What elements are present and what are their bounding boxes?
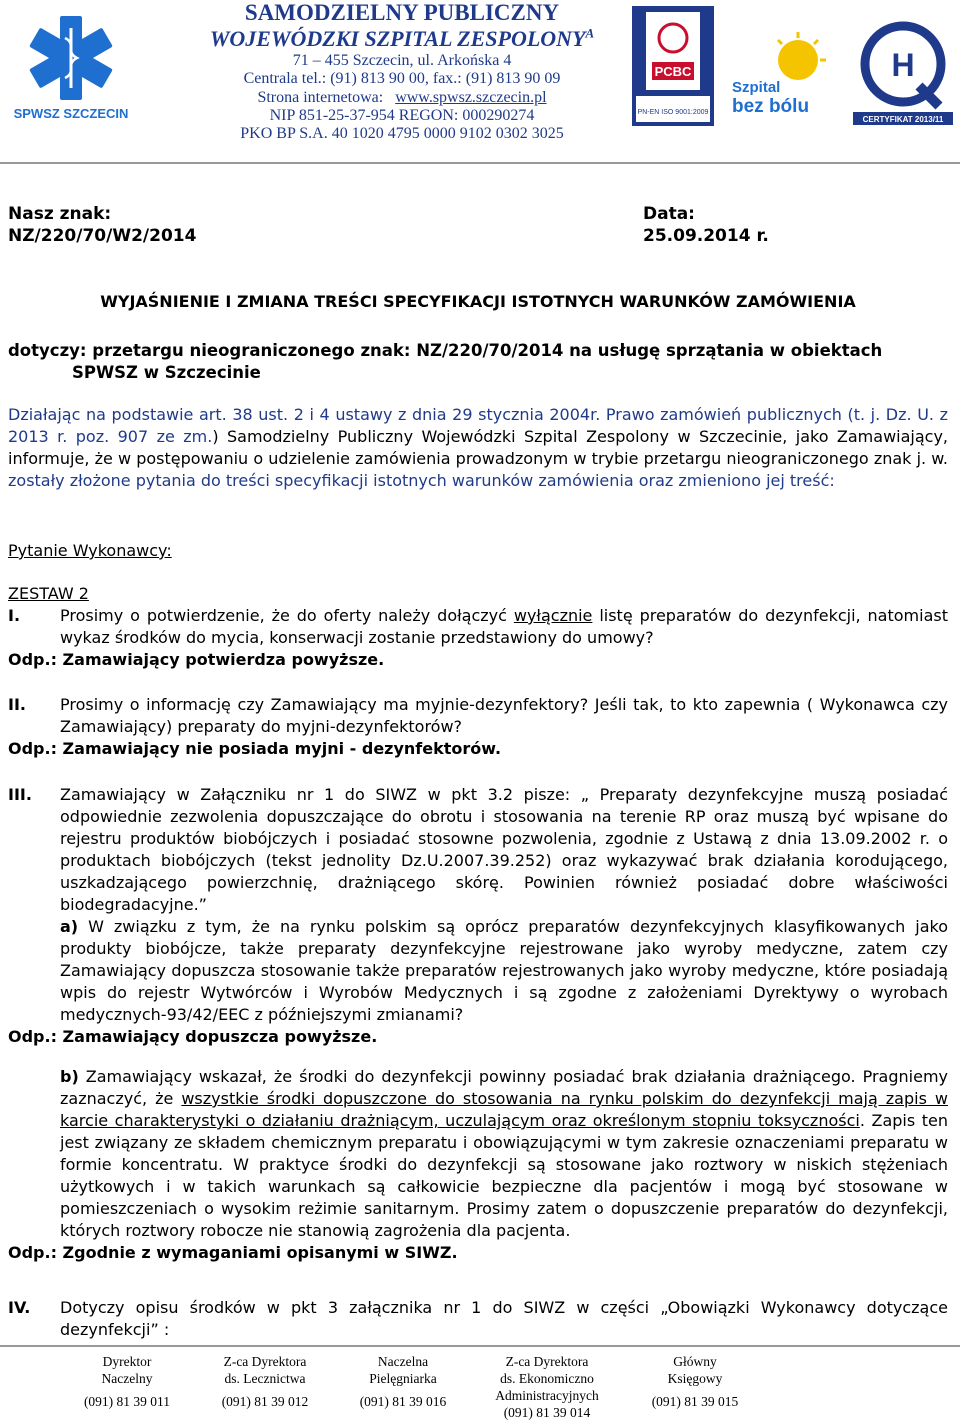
date-value: 25.09.2014 r. (643, 226, 769, 246)
subject-line2: SPWSZ w Szczecinie (72, 363, 261, 382)
date-label: Data: (643, 204, 695, 224)
footer-chief-accountant: Główny Księgowy (091) 81 39 015 (651, 1354, 739, 1409)
website-line: Strona internetowa: www.spwsz.szczecin.pl (257, 88, 547, 106)
phones: Centrala tel.: (91) 813 90 00, fax.: (91) 813 90 09 (243, 70, 561, 88)
question-heading: Pytanie Wykonawcy: (8, 541, 172, 560)
q4-number: IV. (8, 1298, 31, 1317)
quality-certificate-icon (853, 20, 953, 125)
pcbc-caption: PN-EN ISO 9001:2009 (637, 109, 709, 116)
refs (8, 203, 948, 247)
q3b-answer: Odp.: Zgodnie z wymaganiami opisanymi w SIWZ. (8, 1243, 458, 1262)
bank-account: PKO BP S.A. 40 1020 4795 0000 9102 0302 3025 (240, 125, 564, 143)
q3-text: Zamawiający w Załączniku nr 1 do SIWZ w pkt 3.2 pisze: „ Preparaty dezynfekcyjne muszą posiadać odpowiednie zezwolenia dopuszczające do obrotu i stosowania na terenie RP oraz muszą być wpisane do rejestru produktów biobójczych i posiadać stosowne pozwolenia, zgodnie z Ustawą z dnia 13.09.2002 r. o produktach biobójczych (tekst jednolity Dz.U.2007.39.252) oraz wykazywać brak działania korodującego, uszkadzającego powierzchnię, drażniącego skórę. Powinien również posiadać dobre właściwości biodegradacyjne.” (60, 785, 948, 914)
footer-director: Dyrektor Naczelny (091) 81 39 011 (83, 1354, 171, 1409)
date-ref (643, 203, 769, 247)
question-3: III. Zamawiający w Załączniku nr 1 do SIWZ w pkt 3.2 pisze: „ Preparaty dezynfekcyjne muszą posiadać odpowiednie zezwolenia dopuszczające do obrotu i stosowania na terenie RP oraz muszą być wpisane do rejestru produktów biobójczych i posiadać stosowne pozwolenia, zgodnie z Ustawą z dnia 13.09.2002 r. o produktach biobójczych (tekst jednolity Dz.U.2007.39.252) oraz wykazywać brak działania korodującego, uszkadzającego powierzchnię, drażniącego skórę. Powinien również posiadać dobre właściwości biodegradacyjne.” a) W związku z tym, że na rynku polskim są oprócz preparatów dezynfekcyjnych klasyfikowanych jako produkty biobójcze, także preparaty dezynfekcyjne rejestrowane jako wyroby medyczne, zatem czy Zamawiający dopuszcza stosowanie także preparatów rejestrowanych jako wyroby medyczne, które posiadają wpis do rejestr Wytwórców i Wyrobów Medycznych i są zgodne z założeniami Dyrektywy o wyrobach medycznych-93/42/EEC z późniejszymi zmianami? Odp.: Zamawiający dopuszcza powyższe. b) Zamawiający wskazał, że środki do dezynfekcji powinny posiadać brak działania drażniącego. Pragniemy zaznaczyć, że wszystkie środki dopuszczone do stosowania na rynku polskim do dezynfekcji mają zapis w karcie charakterystyki o działaniu drażniącym, uczulającym oraz określonym stopniu toksyczności. Zapis ten jest związany ze składem chemicznym preparatu i obowiązującymi w tym zakresie oznaczeniami preparatu w formie koncentratu. W praktyce środki do dezynfekcji są stosowane jako roztwory w niskich stężeniach użytkowych i w takich warunkach są całkowicie bezpieczne dla pacjentów i mogą być stosowane w pomieszczeniach o wysokim reżimie sanitarnym. Prosimy zatem o dopuszczenie preparatów do dezynfekcji, których roztwory robocze nie stanowią zagrożenia dla pacjenta. Odp.: Zgodnie z wymaganiami opisanymi w SIWZ. (8, 785, 949, 1262)
question-2 (8, 694, 948, 760)
hospital-info (172, 0, 632, 144)
our-ref (8, 203, 948, 247)
q2-text: Prosimy o informację czy Zamawiający ma myjnie-dezynfektory? Jeśli tak, to kto zapewnia ( Wykonawca czy Zamawiający) preparaty do myjni-dezynfektorów? (60, 695, 948, 736)
q1-number: I. (8, 606, 21, 625)
our-ref-label: Nasz znak: (8, 204, 112, 224)
question-1: I. Prosimy o potwierdzenie, że do oferty należy dołączyć wyłącznie listę preparatów do dezynfekcji, natomiast wykaz środków do mycia, konserwacji zostanie przedstawiony do umowy? Odp.: Zamawiający potwierdza powyższe. (8, 606, 948, 669)
cert-q-text: CERTYFIKAT 2013/11 (862, 115, 944, 124)
q2-answer: Odp.: Zamawiający nie posiada myjni - dezynfektorów. (8, 739, 502, 758)
header-divider (0, 162, 960, 164)
intro-text: ) Samodzielny Publiczny Wojewódzki Szpital Zespolony w Szczecinie, jako Zamawiający, informuje, że w postępowaniu o udzielenie zamówienia prowadzonym w trybie przetargu nieograniczonego znak j. w. (8, 427, 949, 468)
pcbc-text: PCBC (654, 64, 692, 79)
nip-regon: NIP 851-25-37-954 REGON: 000290274 (269, 106, 535, 124)
star-of-life-logo-icon (12, 8, 130, 126)
intro-legal-basis: Działając na podstawie art. 38 ust. 2 i 4 ustawy z dnia 29 stycznia 2004r. Prawo zamówień publicznych (t. j. Dz. U. z 2013 r. poz. 907 ze zm. (8, 405, 948, 446)
footer-deputy-medical: Z-ca Dyrektora ds. Lecznictwa (091) 81 39 012 (221, 1354, 309, 1409)
szpital-bez-bolu-logo-icon (728, 30, 828, 120)
org-name-line1: SAMODZIELNY PUBLICZNY (244, 0, 560, 25)
subject-line1: dotyczy: przetargu nieograniczonego znak: NZ/220/70/2014 na usługę sprzątania w obiektach (8, 341, 883, 360)
svg-text:H: H (891, 47, 915, 83)
bezbolu-line1: Szpital (732, 79, 781, 96)
our-ref-value: NZ/220/70/W2/2014 (8, 226, 197, 246)
footer-head-nurse: Naczelna Pielęgniarka (091) 81 39 016 (359, 1354, 447, 1409)
question-4 (8, 1297, 948, 1341)
intro-text-2: zostały złożone pytania do treści specyfikacji istotnych warunków zamówienia oraz zmieniono jej treść: (8, 471, 835, 490)
logo-left-text: SPWSZ SZCZECIN (13, 106, 129, 121)
address: 71 – 455 Szczecin, ul. Arkońska 4 (292, 51, 512, 69)
document-title: WYJAŚNIENIE I ZMIANA TREŚCI SPECYFIKACJI ISTOTNYCH WARUNKÓW ZAMÓWIENIA (100, 292, 856, 311)
pcbc-certificate-icon (632, 6, 714, 126)
q3a-answer: Odp.: Zamawiający dopuszcza powyższe. (8, 1027, 378, 1046)
footer-deputy-admin: Z-ca Dyrektora ds. Ekonomiczno Administracyjnych (091) 81 39 014 (495, 1354, 599, 1420)
q1-answer: Odp.: Zamawiający potwierdza powyższe. (8, 650, 385, 669)
letterhead (0, 0, 960, 165)
bezbolu-line2: bez bólu (732, 96, 810, 117)
website-link[interactable]: www.spwsz.szczecin.pl (395, 88, 547, 106)
q3-number: III. (8, 785, 32, 804)
q2-number: II. (8, 695, 26, 714)
intro-paragraph (8, 404, 948, 492)
set-heading: ZESTAW 2 (8, 584, 89, 603)
subject (8, 340, 948, 384)
org-name-line2: WOJEWÓDZKI SZPITAL $ZESPOLONY^A$ (209, 26, 595, 52)
q4-text: Dotyczy opisu środków w pkt 3 załącznika nr 1 do SIWZ w części „Obowiązki Wykonawcy dotyczące dezynfekcji” : (60, 1298, 948, 1339)
footer-contacts (0, 1345, 960, 1427)
